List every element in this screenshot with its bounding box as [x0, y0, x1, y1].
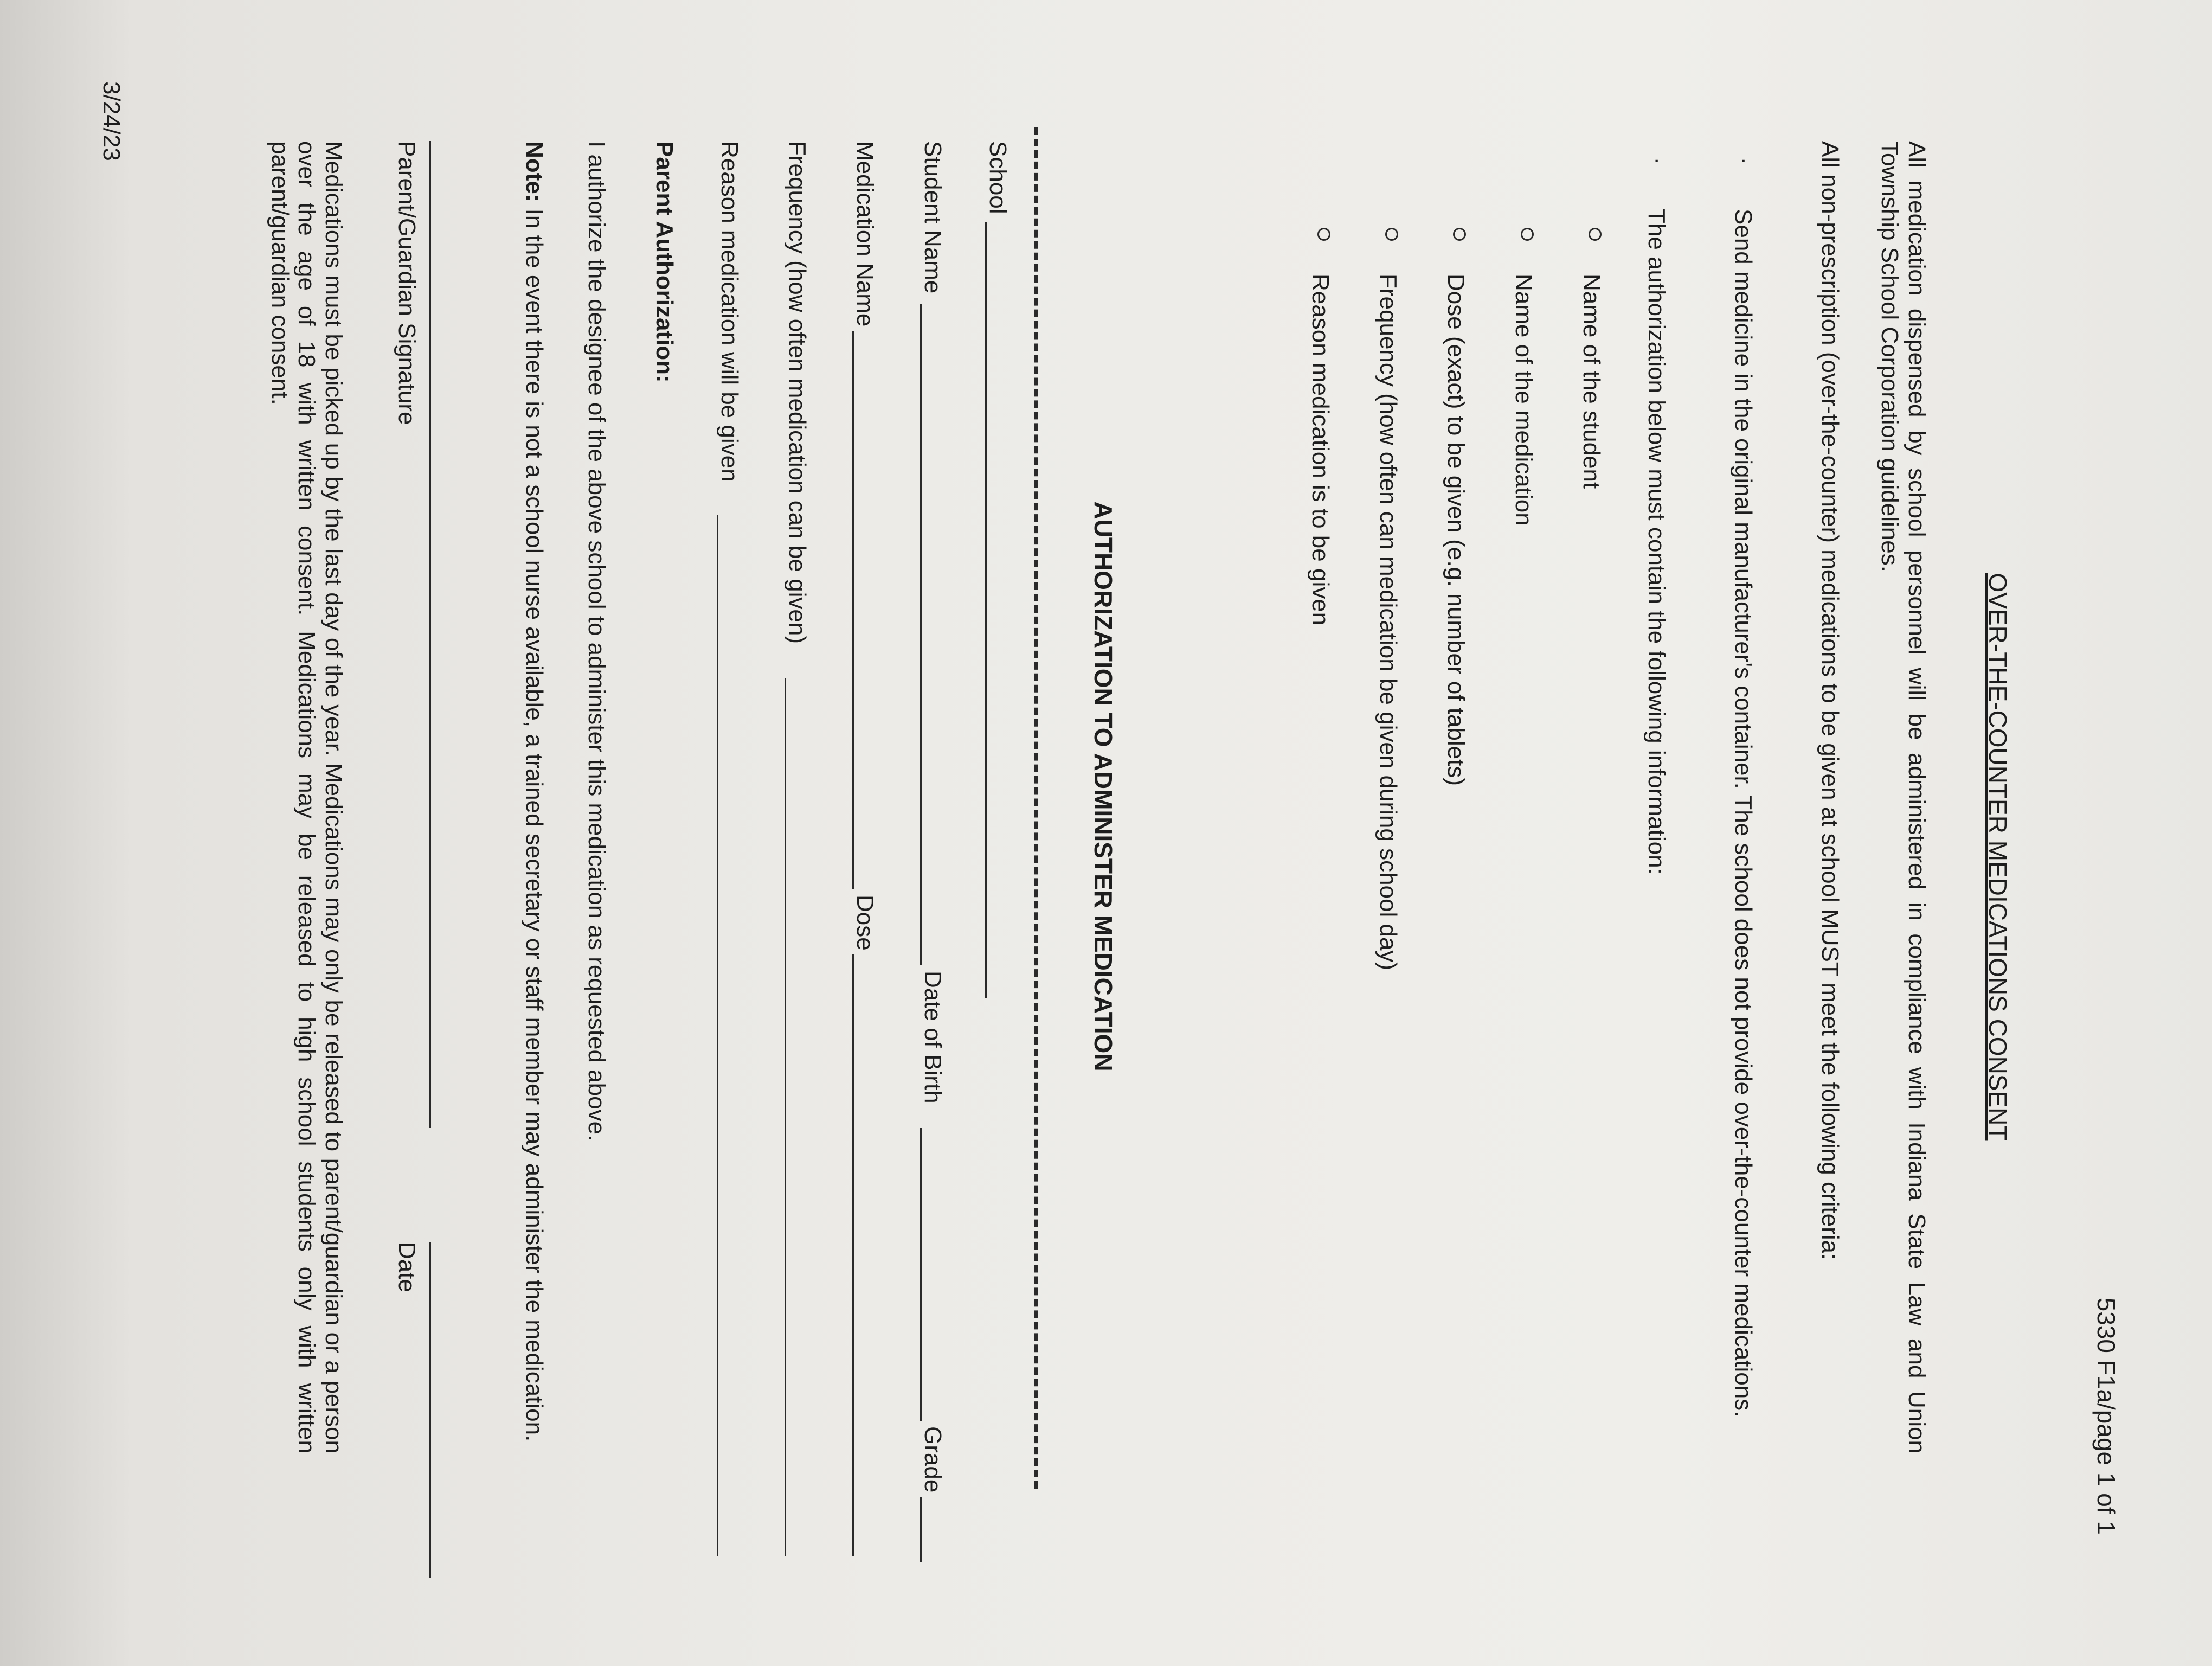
medication-name-field[interactable]: [852, 331, 854, 889]
criteria-bullet-2: [1637, 157, 1670, 1459]
dose-field[interactable]: [852, 954, 854, 1556]
frequency-label: Frequency (how often medication can be given): [784, 141, 811, 644]
criteria-sub-item: [1437, 228, 1469, 1421]
school-label: School: [985, 141, 1011, 214]
school-field[interactable]: [985, 222, 987, 998]
parent-authorization-heading: Parent Authorization:: [651, 141, 678, 383]
medication-name-label: Medication Name: [852, 141, 878, 327]
parent-authorization-statement: I authorize the designee of the above school to administer this medication as requested above.: [583, 141, 610, 1142]
hollow-circle-icon: [1317, 228, 1330, 241]
frequency-field[interactable]: [785, 678, 786, 1556]
criteria-sub-item: [1572, 228, 1605, 1421]
reason-label: Reason medication will be given: [716, 141, 743, 482]
cut-line-divider: [1034, 127, 1038, 1489]
date-label: Date: [394, 1242, 420, 1292]
hollow-circle-icon: [1385, 228, 1398, 241]
footer-date: 3/24/23: [98, 81, 125, 161]
signature-field[interactable]: [429, 141, 431, 1128]
page-reference: 5330 F1a/page 1 of 1: [2092, 1297, 2120, 1535]
student-name-label: Student Name: [919, 141, 946, 294]
grade-field[interactable]: [920, 1497, 922, 1562]
criteria-sub-item-text: Name of the medication: [1510, 274, 1537, 526]
date-of-birth-label: Date of Birth: [919, 971, 946, 1104]
hollow-circle-icon: [1589, 228, 1602, 241]
bullet-dot-icon: ·: [1733, 157, 1757, 165]
criteria-sub-item-text: Reason medication is to be given: [1307, 274, 1334, 626]
signature-label: Parent/Guardian Signature: [394, 141, 420, 425]
criteria-sub-item: [1504, 228, 1537, 1421]
criteria-sub-item-text: Frequency (how often can medication be given during school day): [1375, 274, 1401, 971]
hollow-circle-icon: [1521, 228, 1534, 241]
dose-label: Dose: [852, 895, 878, 951]
criteria-bullet-text: Send medicine in the original manufacturer's container. The school does not provide over-the-counter medications.: [1730, 209, 1757, 1418]
document-title: OVER-THE-COUNTER MEDICATIONS CONSENT: [1984, 573, 2012, 1141]
grade-label: Grade: [919, 1426, 946, 1493]
hollow-circle-icon: [1453, 228, 1466, 241]
student-name-field[interactable]: [920, 304, 922, 965]
note-text: In the event there is not a school nurse available, a trained secretary or staff member may administer the medication.: [521, 202, 548, 1442]
bullet-dot-icon: ·: [1646, 157, 1670, 165]
intro-paragraph-1: All medication dispensed by school personnel will be administered in compliance with Indiana State Law and Union Township School Corporation guidelines.: [1876, 141, 1930, 1453]
criteria-sub-item: [1369, 228, 1401, 1421]
date-field[interactable]: [429, 1242, 431, 1578]
intro-paragraph-2: All non-prescription (over-the-counter) medications to be given at school MUST meet the following criteria:: [1817, 141, 1843, 1260]
reason-field[interactable]: [717, 515, 718, 1556]
criteria-bullet-1: [1697, 157, 1757, 1459]
authorization-title: AUTHORIZATION TO ADMINISTER MEDICATION: [1089, 501, 1117, 1072]
note-paragraph: [520, 141, 548, 1453]
note-label: Note:: [521, 141, 548, 202]
pickup-policy-paragraph: Medications must be picked up by the last day of the year. Medications may only be released to parent/guardian or a person over the age of 18 with written consent. Medications may be released to high school students only with written parent/guardian consent.: [266, 141, 347, 1453]
date-of-birth-field[interactable]: [920, 1128, 922, 1421]
criteria-sub-item-text: Dose (exact) to be given (e.g. number of tablets): [1443, 274, 1469, 786]
criteria-bullet-text: The authorization below must contain the following information:: [1643, 209, 1670, 875]
criteria-sub-item: [1301, 228, 1334, 1421]
criteria-sub-item-text: Name of the student: [1578, 274, 1605, 489]
